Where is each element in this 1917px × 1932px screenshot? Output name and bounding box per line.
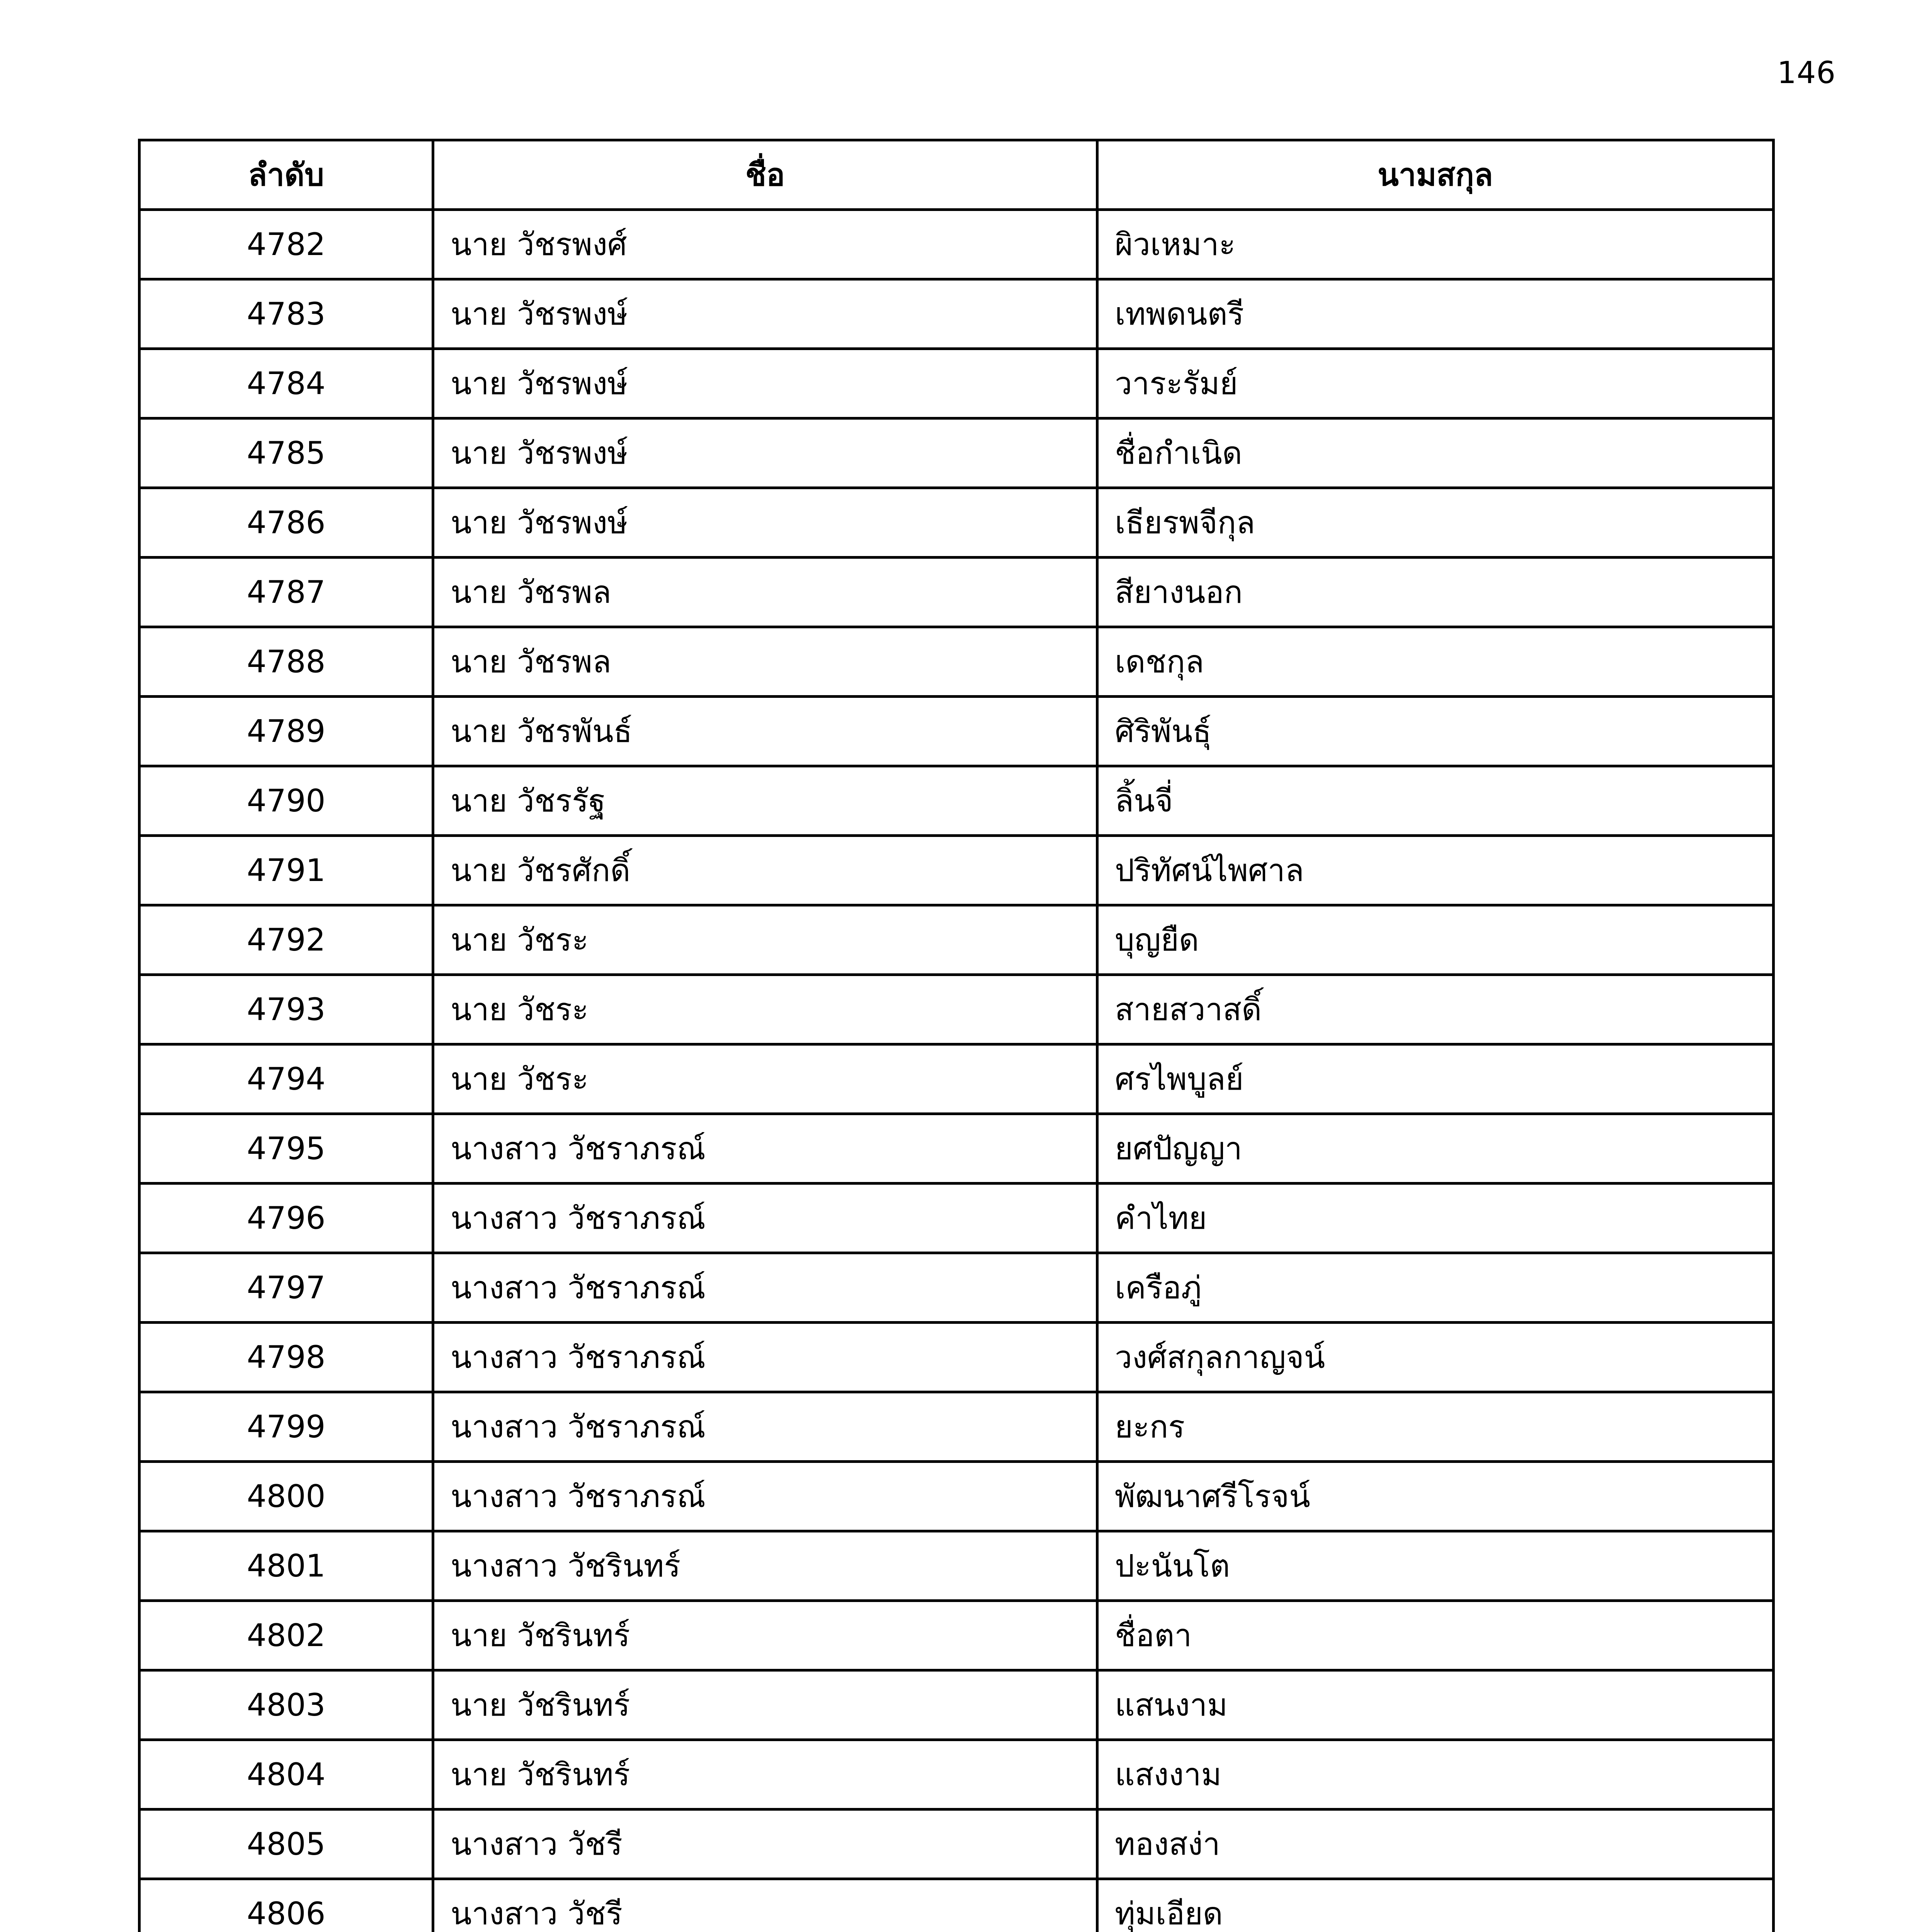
row-number: 4804 [139,1740,433,1810]
row-first-name: นาย วัชรินทร์ [433,1740,1097,1810]
row-first-name: นาย วัชรพงษ์ [433,488,1097,558]
row-number: 4801 [139,1531,433,1601]
row-number: 4797 [139,1253,433,1323]
row-surname: ทุ่มเอียด [1097,1879,1774,1932]
table-row [139,766,1774,836]
row-number: 4789 [139,697,433,766]
row-first-name: นางสาว วัชราภรณ์ [433,1184,1097,1253]
row-surname: บุญยืด [1097,905,1774,975]
row-number: 4803 [139,1670,433,1740]
header-no: ลำดับ [139,140,433,210]
row-surname: คำไทย [1097,1184,1774,1253]
row-first-name: นาย วัชระ [433,1044,1097,1114]
row-first-name: นางสาว วัชราภรณ์ [433,1462,1097,1531]
table-row [139,975,1774,1044]
row-first-name: นางสาว วัชรินทร์ [433,1531,1097,1601]
table-row [139,1114,1774,1184]
row-surname: สายสวาสดิ์ [1097,975,1774,1044]
table-row [139,1601,1774,1670]
table-row [139,1392,1774,1462]
row-first-name: นาย วัชรินทร์ [433,1601,1097,1670]
row-number: 4794 [139,1044,433,1114]
table-row [139,1670,1774,1740]
table-row [139,1044,1774,1114]
table-row [139,1879,1774,1932]
row-number: 4786 [139,488,433,558]
table-row [139,1253,1774,1323]
row-number: 4805 [139,1810,433,1879]
table-row [139,1810,1774,1879]
row-number: 4802 [139,1601,433,1670]
row-first-name: นาย วัชรพงษ์ [433,418,1097,488]
row-first-name: นาย วัชรพงษ์ [433,279,1097,349]
table-row [139,1531,1774,1601]
row-number: 4782 [139,210,433,279]
row-first-name: นาย วัชระ [433,975,1097,1044]
row-number: 4783 [139,279,433,349]
row-first-name: นาย วัชรินทร์ [433,1670,1097,1740]
table-row [139,627,1774,697]
table-row [139,558,1774,627]
table-row [139,349,1774,418]
row-surname: ศิริพันธุ์ [1097,697,1774,766]
row-surname: ชื่อกำเนิด [1097,418,1774,488]
row-surname: วงศ์สกุลกาญจน์ [1097,1323,1774,1392]
row-surname: แสนงาม [1097,1670,1774,1740]
row-number: 4793 [139,975,433,1044]
row-number: 4806 [139,1879,433,1932]
row-first-name: นางสาว วัชรี [433,1810,1097,1879]
row-number: 4799 [139,1392,433,1462]
table-row [139,1740,1774,1810]
row-first-name: นาย วัชรพงษ์ [433,349,1097,418]
row-number: 4792 [139,905,433,975]
row-surname: ยศปัญญา [1097,1114,1774,1184]
row-surname: ทองสง่า [1097,1810,1774,1879]
row-surname: ชื่อตา [1097,1601,1774,1670]
row-first-name: นางสาว วัชราภรณ์ [433,1253,1097,1323]
row-first-name: นางสาว วัชราภรณ์ [433,1392,1097,1462]
row-surname: พัฒนาศรีโรจน์ [1097,1462,1774,1531]
row-first-name: นาย วัชรพล [433,627,1097,697]
header-name: ชื่อ [433,140,1097,210]
row-surname: ศรไพบูลย์ [1097,1044,1774,1114]
row-first-name: นางสาว วัชราภรณ์ [433,1323,1097,1392]
row-number: 4798 [139,1323,433,1392]
row-number: 4791 [139,836,433,905]
table-row [139,1462,1774,1531]
row-surname: เทพดนตรี [1097,279,1774,349]
page-number: 146 [1777,56,1836,90]
table-row [139,488,1774,558]
table-row [139,697,1774,766]
table-header [139,140,1774,210]
row-number: 4785 [139,418,433,488]
row-surname: เดชกุล [1097,627,1774,697]
row-first-name: นาย วัชรพันธ์ [433,697,1097,766]
row-first-name: นาย วัชรพงศ์ [433,210,1097,279]
row-first-name: นาย วัชรพล [433,558,1097,627]
row-number: 4795 [139,1114,433,1184]
row-first-name: นางสาว วัชราภรณ์ [433,1114,1097,1184]
row-surname: ปะนันโต [1097,1531,1774,1601]
row-number: 4784 [139,349,433,418]
row-surname: เครือภู่ [1097,1253,1774,1323]
header-surname: นามสกุล [1097,140,1774,210]
row-surname: ยะกร [1097,1392,1774,1462]
row-number: 4787 [139,558,433,627]
table-row [139,210,1774,279]
row-surname: แสงงาม [1097,1740,1774,1810]
table-row [139,1323,1774,1392]
table-row [139,1184,1774,1253]
row-surname: ปริทัศน์ไพศาล [1097,836,1774,905]
header-row [139,140,1774,210]
table-row [139,905,1774,975]
row-first-name: นางสาว วัชรี [433,1879,1097,1932]
row-number: 4800 [139,1462,433,1531]
row-surname: เธียรพจีกุล [1097,488,1774,558]
row-first-name: นาย วัชรรัฐ [433,766,1097,836]
table-row [139,836,1774,905]
row-surname: ผิวเหมาะ [1097,210,1774,279]
row-first-name: นาย วัชรศักดิ์ [433,836,1097,905]
name-list-table [138,139,1775,1932]
table-row [139,418,1774,488]
row-surname: ลิ้นจี่ [1097,766,1774,836]
table-body [139,210,1774,1932]
table-row [139,279,1774,349]
row-surname: วาระรัมย์ [1097,349,1774,418]
row-first-name: นาย วัชระ [433,905,1097,975]
row-number: 4796 [139,1184,433,1253]
row-number: 4788 [139,627,433,697]
row-number: 4790 [139,766,433,836]
row-surname: สียางนอก [1097,558,1774,627]
